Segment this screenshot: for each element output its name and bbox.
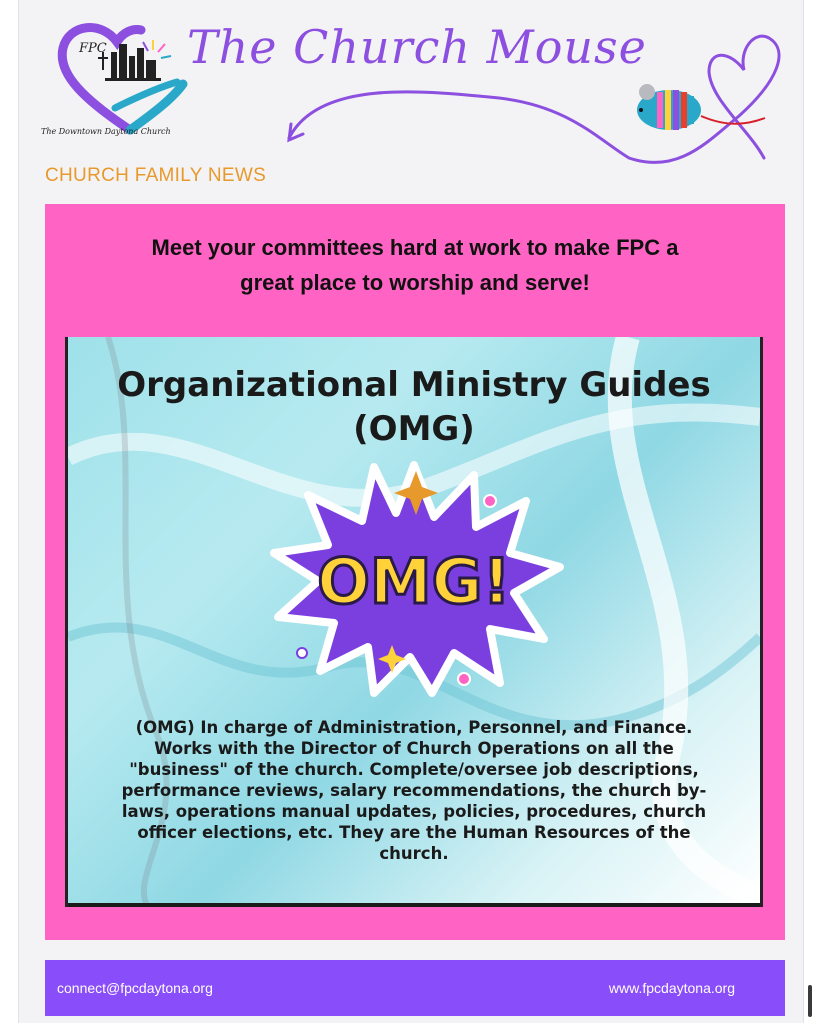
burst-text: OMG! [317,545,511,618]
poster-title-line-1: Organizational Ministry Guides [117,365,711,405]
poster-description [88,717,740,864]
mouse-icon [637,84,765,130]
church-tagline: The Downtown Daytona Church [41,127,171,136]
news-panel [45,204,785,940]
heart-swirl-icon [269,20,799,170]
poster-title [68,363,760,451]
poster-bottom-border [68,903,760,907]
scrollbar-thumb[interactable] [808,985,812,1017]
newsletter-title: The Church Mouse [187,20,647,74]
description-line: "business" of the church. Complete/oversee job descriptions, [129,760,699,779]
panel-headline [75,230,755,300]
omg-burst-graphic [264,457,564,697]
contact-email-link[interactable]: connect@fpcdaytona.org [57,980,213,996]
sparkle-icon [143,40,171,58]
poster-title-line-2: (OMG) [353,409,475,449]
headline-line-2: great place to worship and serve! [240,270,590,295]
headline-line-1: Meet your committees hard at work to make FPC a [151,235,679,260]
description-line: church. [379,844,449,863]
description-line: performance reviews, salary recommendations, the church by- [121,781,707,800]
description-line: (OMG) In charge of Administration, Personnel, and Finance. [135,718,693,737]
newsletter-header [19,0,803,150]
section-heading: CHURCH FAMILY NEWS [45,165,267,186]
website-link[interactable]: www.fpcdaytona.org [608,980,735,996]
logo-text: FPC [79,41,107,56]
description-line: laws, operations manual updates, policies, procedures, church [121,802,707,821]
description-line: Works with the Director of Church Operations on all the [154,739,674,758]
omg-poster [65,337,763,907]
newsletter-footer [45,960,785,1016]
newsletter-page [18,0,804,1023]
description-line: officer elections, etc. They are the Human Resources of the [137,823,691,842]
